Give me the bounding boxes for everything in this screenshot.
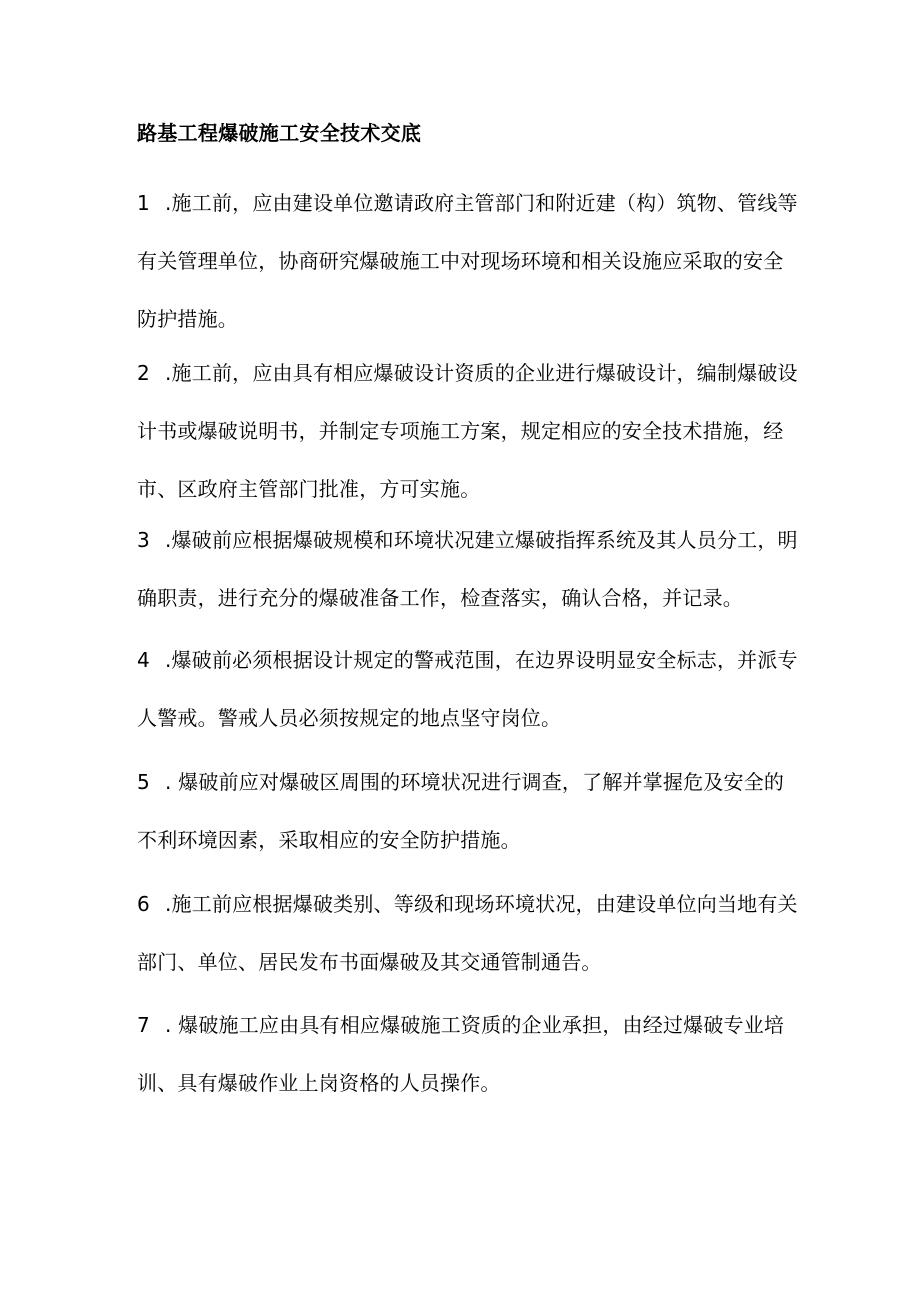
item-line: 有关管理单位，协商研究爆破施工中对现场环境和相关设施应采取的安全 [137,249,784,273]
item-line: 不利环境因素，采取相应的安全防护措施。 [137,828,521,852]
item-line: 计书或爆破说明书，并制定专项施工方案，规定相应的安全技术措施，经 [137,419,784,443]
item-text: .爆破前必须根据设计规定的警戒范围，在边界设明显安全标志，并派专 [165,648,798,672]
item-line [137,753,787,811]
item-line [137,174,798,232]
item-number: 2 [137,361,150,385]
item-line [137,511,798,569]
item-text: .施工前，应由具有相应爆破设计资质的企业进行爆破设计，编制爆破设 [165,361,798,385]
item-line: 防护措施。 [137,307,238,331]
item-text: .施工前，应由建设单位邀请政府主管部门和附近建（构）筑物、管线等 [165,191,798,215]
document-title: 路基工程爆破施工安全技术交底 [137,121,422,145]
list-item [137,753,787,869]
list-item [137,875,798,991]
item-number: 1 [137,191,150,215]
item-line: 确职责，进行充分的爆破准备工作，检查落实，确认合格，并记录。 [137,586,743,610]
item-line: 人警戒。警戒人员必须按规定的地点坚守岗位。 [137,706,562,730]
item-line [137,875,798,933]
item-text: .爆破前应根据爆破规模和环境状况建立爆破指挥系统及其人员分工，明 [165,528,798,552]
item-line [137,344,798,402]
list-item [137,631,798,747]
item-line: 部门、单位、居民发布书面爆破及其交通管制通告。 [137,950,602,974]
item-text: . 爆破前应对爆破区周围的环境状况进行调查，了解并掌握危及安全的 [165,770,785,794]
item-number: 3 [137,528,150,552]
list-item [137,344,798,518]
list-item [137,174,798,348]
item-number: 6 [137,892,150,916]
item-number: 5 [137,770,150,794]
list-item [137,511,798,627]
item-text: . 爆破施工应由具有相应爆破施工资质的企业承担，由经过爆破专业培 [165,1013,785,1037]
item-line [137,996,787,1054]
item-number: 4 [137,648,150,672]
item-line [137,631,798,689]
item-line: 训、具有爆破作业上岗资格的人员操作。 [137,1071,501,1095]
item-number: 7 [137,1013,150,1037]
list-item [137,996,787,1112]
item-text: .施工前应根据爆破类别、等级和现场环境状况，由建设单位向当地有关 [165,892,798,916]
item-line: 市、区政府主管部门批准，方可实施。 [137,477,481,501]
